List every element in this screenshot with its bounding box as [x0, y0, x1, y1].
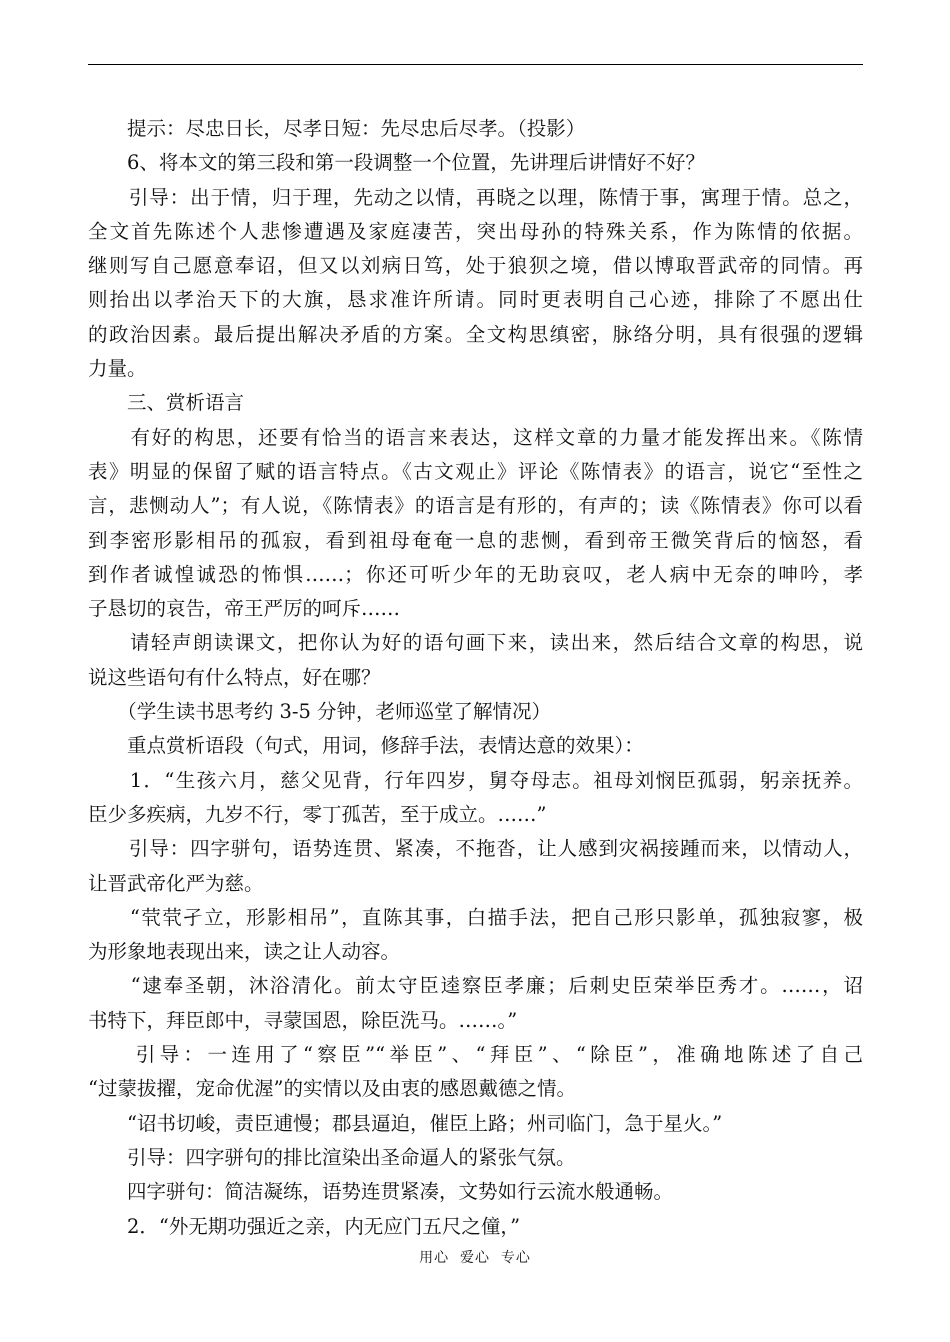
text-line: 2．“外无期功强近之亲，内无应门五尺之僮，”: [88, 1214, 521, 1238]
text-line: 言，悲恻动人”；有人说，《陈情表》的语言是有形的，有声的；读《陈情表》你可以看: [88, 494, 863, 518]
header-rule: [88, 64, 863, 65]
text-line: 1．“生孩六月，慈父见背，行年四岁，舅夺母志。祖母刘悯臣孤弱，躬亲抚养。: [88, 768, 863, 792]
text-line: 则抬出以孝治天下的大旗，恳求准许所请。同时更表明自己心迹，排除了不愿出仕: [88, 288, 863, 312]
text-line: 引导：四字骈句的排比渲染出圣命逼人的紧张气氛。: [88, 1145, 576, 1169]
text-line: 说这些语句有什么特点，好在哪？: [88, 665, 381, 689]
text-line: 力量。: [88, 357, 147, 381]
text-line: （学生读书思考约 3-5 分钟，老师巡堂了解情况）: [88, 700, 552, 724]
document-body: [88, 112, 863, 1244]
text-line: 6、将本文的第三段和第一段调整一个位置，先讲理后讲情好不好？: [88, 151, 705, 175]
text-line: 继则写自己愿意奉诏，但又以刘病日笃，处于狼狈之境，借以博取晋武帝的同情。再: [88, 254, 863, 278]
text-line: 请轻声朗读课文，把你认为好的语句画下来，读出来，然后结合文章的构思，说: [88, 631, 863, 655]
text-line: 引导：一连用了“察臣”“举臣”、“拜臣”、“除臣”，准确地陈述了自己: [88, 1043, 863, 1067]
text-line: 提示：尽忠日长，尽孝日短：先尽忠后尽孝。（投影）: [88, 117, 586, 140]
text-line: “茕茕孑立，形影相吊”，直陈其事，白描手法，把自己形只影单，孤独寂寥，极: [88, 905, 863, 929]
text-line: 臣少多疾病，九岁不行，零丁孤苦，至于成立。……”: [88, 802, 547, 826]
text-line: 重点赏析语段（句式，用词，修辞手法，表情达意的效果）：: [88, 734, 644, 758]
text-line: 引导：出于情，归于理，先动之以情，再晓之以理，陈情于事，寓理于情。总之，: [88, 185, 863, 209]
text-line: 全文首先陈述个人悲惨遭遇及家庭凄苦，突出母孙的特殊关系，作为陈情的依据。: [88, 219, 863, 243]
text-line: 四字骈句：简洁凝练，语势连贯紧凑，文势如行云流水般通畅。: [88, 1180, 674, 1204]
text-line: 表》明显的保留了赋的语言特点。《古文观止》评论《陈情表》的语言，说它“至性之: [88, 459, 863, 483]
text-line: 子恳切的哀告，帝王严厉的呵斥……: [88, 597, 401, 621]
page-footer: 用心 爱心 专心: [419, 1250, 531, 1266]
text-line: 到李密形影相吊的孤寂，看到祖母奄奄一息的悲恻，看到帝王微笑背后的恼怒，看: [88, 528, 863, 552]
text-line: 的政治因素。最后提出解决矛盾的方案。全文构思缜密，脉络分明，具有很强的逻辑: [88, 322, 863, 346]
text-line: 到作者诚惶诚恐的怖惧……；你还可听少年的无助哀叹，老人病中无奈的呻吟，孝: [88, 562, 863, 586]
text-line: “诏书切峻，责臣逋慢；郡县逼迫，催臣上路；州司临门，急于星火。”: [88, 1111, 723, 1135]
text-line: 三、赏析语言: [88, 391, 245, 415]
text-line: 引导：四字骈句，语势连贯、紧凑，不拖沓，让人感到灾祸接踵而来，以情动人，: [88, 837, 863, 861]
text-line: “逮奉圣朝，沐浴清化。前太守臣逵察臣孝廉；后刺史臣荣举臣秀才。……，诏: [88, 974, 863, 998]
text-line: 有好的构思，还要有恰当的语言来表达，这样文章的力量才能发挥出来。《陈情: [88, 425, 863, 449]
text-line: 让晋武帝化严为慈。: [88, 871, 264, 895]
text-line: 书特下，拜臣郎中，寻蒙国恩，除臣洗马。……。”: [88, 1008, 518, 1032]
text-line: “过蒙拔擢，宠命优渥”的实情以及由衷的感恩戴德之情。: [88, 1077, 576, 1101]
text-line: 为形象地表现出来，读之让人动容。: [88, 940, 401, 964]
